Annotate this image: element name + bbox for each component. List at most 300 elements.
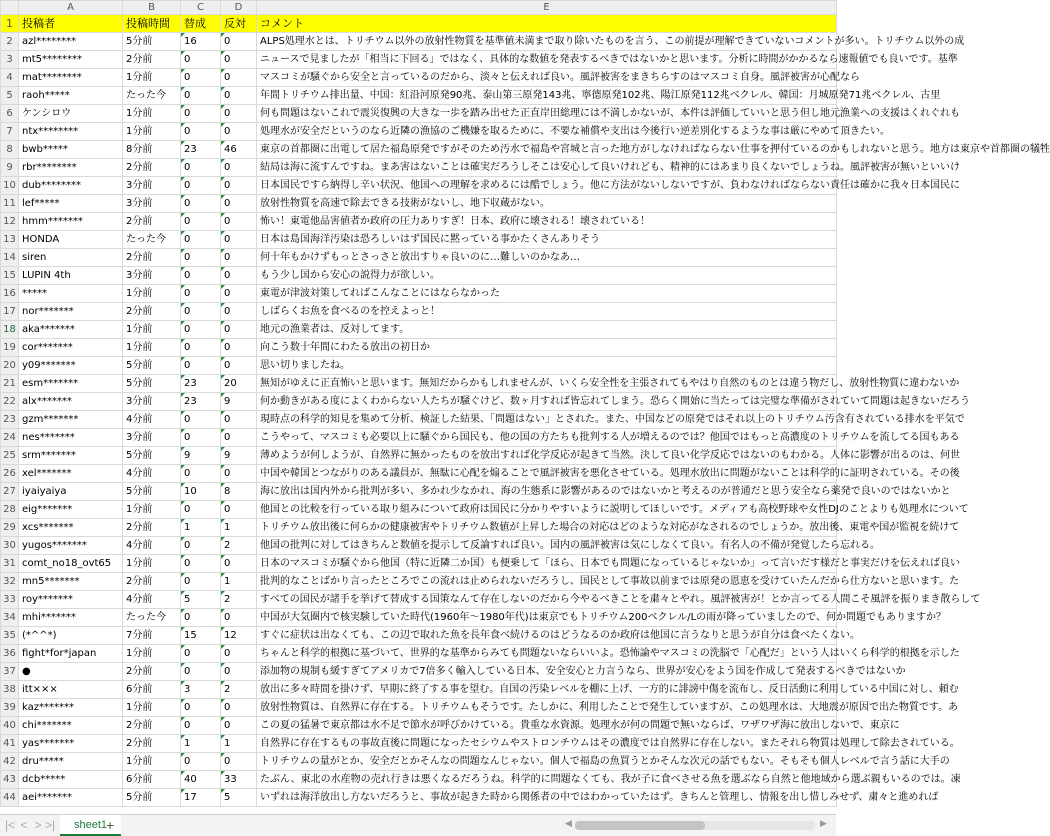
time-cell[interactable]: 1分前 <box>123 123 181 141</box>
agree-cell[interactable]: 23 <box>181 393 221 411</box>
comment-cell[interactable]: 無知がゆえに正直怖いと思います。無知だからかもしれませんが、いくら安全性を主張されてもやはり自然のものとは違う物だし、放射性物質に違わないか <box>257 375 837 393</box>
row-number[interactable]: 43 <box>1 771 19 789</box>
agree-cell[interactable]: 0 <box>181 663 221 681</box>
row-number[interactable]: 6 <box>1 105 19 123</box>
against-cell[interactable]: 0 <box>221 699 257 717</box>
row-number[interactable]: 32 <box>1 573 19 591</box>
row-number[interactable]: 36 <box>1 645 19 663</box>
agree-cell[interactable]: 17 <box>181 789 221 807</box>
last-sheet-nav-icon[interactable]: >| <box>44 818 56 832</box>
column-header-b[interactable]: B <box>123 1 181 15</box>
comment-cell[interactable]: 何か動きがある度によくわからない人たちが騒ぐけど、数ヶ月すれば皆忘れてしまう。恐らく開始に当たっては完璧な準備がされていて問題は起きないだろう <box>257 393 837 411</box>
row-number[interactable]: 26 <box>1 465 19 483</box>
agree-cell[interactable]: 0 <box>181 573 221 591</box>
comment-cell[interactable]: ニュースで見ましたが「相当に下回る」ではなく、具体的な数値を発表するべきではないかと思います。分析に時間がかかるなら速報値でも良いです。基準 <box>257 51 837 69</box>
against-cell[interactable]: 0 <box>221 303 257 321</box>
poster-cell[interactable]: aei******* <box>19 789 123 807</box>
against-cell[interactable]: 1 <box>221 735 257 753</box>
agree-cell[interactable]: 1 <box>181 735 221 753</box>
comment-cell[interactable]: 他国との比較を行っている取り組みについて政府は国民に分かりやすいように説明してほしいです。メディアも高校野球や女性DJのことよりも処理水について <box>257 501 837 519</box>
poster-cell[interactable]: bwb***** <box>19 141 123 159</box>
row-number[interactable]: 35 <box>1 627 19 645</box>
header-cell-against[interactable]: 反対 <box>221 15 257 33</box>
against-cell[interactable]: 9 <box>221 393 257 411</box>
comment-cell[interactable]: 放射性物質を高速で除去できる技術がないし、地下収蔵がない。 <box>257 195 837 213</box>
poster-cell[interactable]: lef***** <box>19 195 123 213</box>
time-cell[interactable]: 3分前 <box>123 177 181 195</box>
comment-cell[interactable]: この夏の猛暑で東京都は水不足で節水が呼びかけている。貴重な水資源。処理水が何の問題で無いならば、ワザワザ海に放出しないで、東京に <box>257 717 837 735</box>
row-number[interactable]: 4 <box>1 69 19 87</box>
agree-cell[interactable]: 1 <box>181 519 221 537</box>
row-number[interactable]: 23 <box>1 411 19 429</box>
agree-cell[interactable]: 5 <box>181 591 221 609</box>
row-number[interactable]: 31 <box>1 555 19 573</box>
row-number[interactable]: 27 <box>1 483 19 501</box>
agree-cell[interactable]: 40 <box>181 771 221 789</box>
time-cell[interactable]: 4分前 <box>123 591 181 609</box>
comment-cell[interactable]: しばらくお魚を食べるのを控えよっと！ <box>257 303 837 321</box>
against-cell[interactable]: 20 <box>221 375 257 393</box>
time-cell[interactable]: 6分前 <box>123 771 181 789</box>
time-cell[interactable]: 5分前 <box>123 447 181 465</box>
poster-cell[interactable]: ***** <box>19 285 123 303</box>
table-row <box>1 681 837 699</box>
against-cell[interactable]: 0 <box>221 51 257 69</box>
poster-cell[interactable]: nes******* <box>19 429 123 447</box>
time-cell[interactable]: 3分前 <box>123 393 181 411</box>
against-cell[interactable]: 8 <box>221 483 257 501</box>
comment-cell[interactable]: 東京の首都圏に出電して居た福島原発ですがそのため汚水で福島や宮城と言った地方がしなければならない仕事を押付ているのかもしれないと思う。地方は東京や首都圏の犠牲 <box>257 141 837 159</box>
against-cell[interactable]: 0 <box>221 159 257 177</box>
comment-cell[interactable]: 放出に多々時間を掛けず、早期に終了する事を望む。自国の汚染レベルを棚に上げ、一方的に誹謗中傷を流布し、反日活動に利用している中国に対し、頼む <box>257 681 837 699</box>
row-number[interactable]: 30 <box>1 537 19 555</box>
comment-cell[interactable]: ALPS処理水とは、トリチウム以外の放射性物質を基準値未満まで取り除いたものを言う、この前提が理解できていないコメントが多い。トリチウム以外の成 <box>257 33 837 51</box>
against-cell[interactable]: 2 <box>221 681 257 699</box>
row-number[interactable]: 29 <box>1 519 19 537</box>
poster-cell[interactable]: siren <box>19 249 123 267</box>
agree-cell[interactable]: 0 <box>181 339 221 357</box>
comment-cell[interactable]: たぶん、東北の水産物の売れ行きは悪くなるだろうね。科学的に問題なくても、我が子に食べさせる魚を選ぶなら自然と他地域から選ぶ親もいるのでは。凍 <box>257 771 837 789</box>
agree-cell[interactable]: 0 <box>181 195 221 213</box>
agree-cell[interactable]: 0 <box>181 213 221 231</box>
table-row <box>1 195 837 213</box>
poster-cell[interactable]: gzm******* <box>19 411 123 429</box>
agree-cell[interactable]: 0 <box>181 537 221 555</box>
time-cell[interactable]: 4分前 <box>123 537 181 555</box>
scroll-left-icon[interactable]: ◀ <box>565 818 572 828</box>
table-row <box>1 771 837 789</box>
row-number[interactable]: 8 <box>1 141 19 159</box>
against-cell[interactable]: 0 <box>221 123 257 141</box>
row-number[interactable]: 19 <box>1 339 19 357</box>
agree-cell[interactable]: 16 <box>181 33 221 51</box>
row-number[interactable]: 24 <box>1 429 19 447</box>
agree-cell[interactable]: 0 <box>181 105 221 123</box>
table-row <box>1 627 837 645</box>
agree-cell[interactable]: 23 <box>181 141 221 159</box>
row-number[interactable]: 37 <box>1 663 19 681</box>
comment-cell[interactable]: 結局は海に流すんですね。まあ害はないことは確実だろうしそこは安心して良いけれども、精神的にはあまり良くないでしょうね。風評被害が無いといいけ <box>257 159 837 177</box>
poster-cell[interactable]: mn5******* <box>19 573 123 591</box>
row-number[interactable]: 12 <box>1 213 19 231</box>
first-sheet-nav-icon[interactable]: |< <box>4 818 16 832</box>
against-cell[interactable]: 0 <box>221 609 257 627</box>
time-cell[interactable]: 2分前 <box>123 159 181 177</box>
against-cell[interactable]: 0 <box>221 69 257 87</box>
time-cell[interactable]: 2分前 <box>123 735 181 753</box>
comment-cell[interactable]: トリチウム放出後に何らかの健康被害やトリチウム数値が上昇した場合の対応はどのような対応がなされるのでしょうか。放出後、東電や国が監視を続けて <box>257 519 837 537</box>
time-cell[interactable]: 2分前 <box>123 213 181 231</box>
agree-cell[interactable]: 0 <box>181 411 221 429</box>
agree-cell[interactable]: 0 <box>181 429 221 447</box>
against-cell[interactable]: 0 <box>221 285 257 303</box>
table-row <box>1 267 837 285</box>
time-cell[interactable]: 5分前 <box>123 357 181 375</box>
table-row <box>1 177 837 195</box>
row-number[interactable]: 17 <box>1 303 19 321</box>
time-cell[interactable]: たった今 <box>123 87 181 105</box>
row-number[interactable]: 10 <box>1 177 19 195</box>
time-cell[interactable]: 3分前 <box>123 195 181 213</box>
row-number[interactable]: 14 <box>1 249 19 267</box>
comment-cell[interactable]: 批判的なことばかり言ったところでこの流れは止められないだろうし、国民として事故以前までは原発の恩恵を受けていたんだから仕方ないと思います。た <box>257 573 837 591</box>
agree-cell[interactable]: 0 <box>181 645 221 663</box>
against-cell[interactable]: 0 <box>221 663 257 681</box>
table-row <box>1 501 837 519</box>
row-number[interactable]: 15 <box>1 267 19 285</box>
table-row <box>1 663 837 681</box>
poster-cell[interactable]: hmm******* <box>19 213 123 231</box>
poster-cell[interactable]: mat******** <box>19 69 123 87</box>
header-cell-poster[interactable]: 投稿者 <box>19 15 123 33</box>
against-cell[interactable]: 0 <box>221 195 257 213</box>
against-cell[interactable]: 33 <box>221 771 257 789</box>
table-row <box>1 699 837 717</box>
comment-cell[interactable]: 日本国民ですら納得し辛い状況、他国への理解を求めるには酷でしょう。他に方法がないしないですが、負わなければならない責任は確かに我々日本国民に <box>257 177 837 195</box>
time-cell[interactable]: たった今 <box>123 609 181 627</box>
row-number[interactable]: 20 <box>1 357 19 375</box>
poster-cell[interactable]: yugos******* <box>19 537 123 555</box>
agree-cell[interactable]: 0 <box>181 501 221 519</box>
against-cell[interactable]: 0 <box>221 645 257 663</box>
comment-cell[interactable]: 中国が大気圏内で核実験していた時代(1960年～1980年代)は東京でもトリチウム200ベクレル/Lの雨が降っていましたので、何か問題でもありますか？ <box>257 609 837 627</box>
comment-cell[interactable]: マスコミが騒ぐから安全と言っているのだから、淡々と伝えれば良い。風評被害をまきちらすのはマスコミ自身。風評被害が心配なら <box>257 69 837 87</box>
poster-cell[interactable]: dcb***** <box>19 771 123 789</box>
comment-cell[interactable]: 放射性物質は、自然界に存在する。トリチウムもそうです。たしかに、利用したことで発生していますが、この処理水は、大地震が原因で出た物質です。あ <box>257 699 837 717</box>
comment-cell[interactable]: 思い切りましたね。 <box>257 357 837 375</box>
table-row <box>1 483 837 501</box>
row-number[interactable]: 25 <box>1 447 19 465</box>
agree-cell[interactable]: 0 <box>181 699 221 717</box>
agree-cell[interactable]: 23 <box>181 375 221 393</box>
table-row <box>1 231 837 249</box>
time-cell[interactable]: 2分前 <box>123 663 181 681</box>
against-cell[interactable]: 0 <box>221 213 257 231</box>
time-cell[interactable]: 1分前 <box>123 339 181 357</box>
against-cell[interactable]: 1 <box>221 573 257 591</box>
comment-cell[interactable]: トリチウムの量がとか、安全だとかそんなの問題なんじゃない。個人で福島の魚買うとかそんな次元の話でもない。そもそも個人レベルで言う話に大手の <box>257 753 837 771</box>
row-number[interactable]: 38 <box>1 681 19 699</box>
time-cell[interactable]: 8分前 <box>123 141 181 159</box>
time-cell[interactable]: 5分前 <box>123 789 181 807</box>
poster-cell[interactable]: iyaiyaiya <box>19 483 123 501</box>
against-cell[interactable]: 0 <box>221 429 257 447</box>
against-cell[interactable]: 0 <box>221 177 257 195</box>
against-cell[interactable]: 0 <box>221 249 257 267</box>
agree-cell[interactable]: 0 <box>181 159 221 177</box>
poster-cell[interactable]: (*^^*) <box>19 627 123 645</box>
poster-cell[interactable]: chi******* <box>19 717 123 735</box>
time-cell[interactable]: 2分前 <box>123 51 181 69</box>
next-sheet-nav-icon[interactable]: > <box>34 818 42 832</box>
time-cell[interactable]: 4分前 <box>123 465 181 483</box>
comment-cell[interactable]: 薄めようが何しようが、自然界に無かったものを放出すれば化学反応が起きて当然。決して良い化学反応ではないのもわかる。人体に影響が出るのは、何世 <box>257 447 837 465</box>
poster-cell[interactable]: xel******* <box>19 465 123 483</box>
time-cell[interactable]: 2分前 <box>123 249 181 267</box>
time-cell[interactable]: 2分前 <box>123 717 181 735</box>
agree-cell[interactable]: 0 <box>181 609 221 627</box>
column-header-c[interactable]: C <box>181 1 221 15</box>
comment-cell[interactable]: 日本は島国海洋汚染は恐ろしいはず国民に黙っている事かたくさんありそう <box>257 231 837 249</box>
against-cell[interactable]: 2 <box>221 537 257 555</box>
poster-cell[interactable]: fight*for*japan <box>19 645 123 663</box>
poster-cell[interactable]: roy******* <box>19 591 123 609</box>
against-cell[interactable]: 46 <box>221 141 257 159</box>
horizontal-scrollbar[interactable] <box>575 821 815 830</box>
time-cell[interactable]: 1分前 <box>123 285 181 303</box>
against-cell[interactable]: 0 <box>221 411 257 429</box>
row-number[interactable]: 5 <box>1 87 19 105</box>
agree-cell[interactable]: 0 <box>181 465 221 483</box>
comment-cell[interactable]: 何も問題はないこれで震災復興の大きな一歩を踏み出せた正直岸田総理には不満しかないが、本件は評価していいと思う但し地元漁業への支援はくれぐれも <box>257 105 837 123</box>
column-header-a[interactable]: A <box>19 1 123 15</box>
poster-cell[interactable]: HONDA <box>19 231 123 249</box>
time-cell[interactable]: 2分前 <box>123 573 181 591</box>
time-cell[interactable]: 1分前 <box>123 753 181 771</box>
row-number[interactable]: 7 <box>1 123 19 141</box>
time-cell[interactable]: 1分前 <box>123 645 181 663</box>
agree-cell[interactable]: 0 <box>181 303 221 321</box>
row-number[interactable]: 21 <box>1 375 19 393</box>
agree-cell[interactable]: 0 <box>181 69 221 87</box>
against-cell[interactable]: 0 <box>221 87 257 105</box>
table-row <box>1 447 837 465</box>
against-cell[interactable]: 2 <box>221 591 257 609</box>
table-row <box>1 285 837 303</box>
comment-cell[interactable]: 自然界に存在するもの事故直後に問題になったセシウムやストロンチウムはその濃度では自然界に存在しない。またそれら物質は処理して除去されている。 <box>257 735 837 753</box>
poster-cell[interactable]: comt_no18_ovt65 <box>19 555 123 573</box>
against-cell[interactable]: 0 <box>221 465 257 483</box>
poster-cell[interactable]: itt××× <box>19 681 123 699</box>
time-cell[interactable]: 2分前 <box>123 519 181 537</box>
comment-cell[interactable]: 怖い！東電他品害値者か政府の圧力ありすぎ！日本、政府に壊される！壊されている！ <box>257 213 837 231</box>
against-cell[interactable]: 1 <box>221 519 257 537</box>
against-cell[interactable]: 0 <box>221 357 257 375</box>
row-number[interactable]: 2 <box>1 33 19 51</box>
against-cell[interactable]: 0 <box>221 555 257 573</box>
agree-cell[interactable]: 15 <box>181 627 221 645</box>
against-cell[interactable]: 9 <box>221 447 257 465</box>
poster-cell[interactable]: ntx******** <box>19 123 123 141</box>
comment-cell[interactable]: こうやって、マスコミも必要以上に騒ぐから国民も、他の国の方たちも批判する人が増えるのでは？他国ではもっと高濃度のトリチウムを流してる国もある <box>257 429 837 447</box>
time-cell[interactable]: 1分前 <box>123 501 181 519</box>
poster-cell[interactable]: yas******* <box>19 735 123 753</box>
row-number[interactable]: 1 <box>1 15 19 33</box>
table-row <box>1 69 837 87</box>
row-number[interactable]: 41 <box>1 735 19 753</box>
against-cell[interactable]: 0 <box>221 267 257 285</box>
time-cell[interactable]: 3分前 <box>123 267 181 285</box>
row-number[interactable]: 9 <box>1 159 19 177</box>
time-cell[interactable]: 1分前 <box>123 699 181 717</box>
poster-cell[interactable]: cor******* <box>19 339 123 357</box>
poster-cell[interactable]: y09******* <box>19 357 123 375</box>
sheet-tab-sheet1[interactable]: sheet1 <box>60 815 121 836</box>
horizontal-scroll-thumb[interactable] <box>575 821 705 830</box>
header-cell-comment[interactable]: コメント <box>257 15 837 33</box>
time-cell[interactable]: 1分前 <box>123 555 181 573</box>
table-row <box>1 753 837 771</box>
poster-cell[interactable]: eig******* <box>19 501 123 519</box>
comment-cell[interactable]: 日本のマスコミが騒ぐから他国（特に近隣二か国）も便乗して「ほら、日本でも問題になっているじゃないか」って言いだす様だと事実だけを伝えれば良い <box>257 555 837 573</box>
agree-cell[interactable]: 0 <box>181 555 221 573</box>
time-cell[interactable]: 4分前 <box>123 411 181 429</box>
agree-cell[interactable]: 10 <box>181 483 221 501</box>
comment-cell[interactable]: ちゃんと科学的根拠に基づいて、世界的な基準からみても問題ないならいいよ。恐怖論やマスコミの洗脳で「心配だ」という人はいくら科学的根拠を示した <box>257 645 837 663</box>
row-number[interactable]: 18 <box>1 321 19 339</box>
row-number[interactable]: 3 <box>1 51 19 69</box>
agree-cell[interactable]: 0 <box>181 285 221 303</box>
against-cell[interactable]: 0 <box>221 321 257 339</box>
comment-cell[interactable]: 他国の批判に対してはきちんと数値を提示して反論すれば良い。国内の風評被害は気にしなくて良い。有名人の不備が発覚したら忘れる。 <box>257 537 837 555</box>
against-cell[interactable]: 0 <box>221 105 257 123</box>
agree-cell[interactable]: 0 <box>181 357 221 375</box>
comment-cell[interactable]: 年間トリチウム排出量、中国：紅沿河原発90兆、泰山第三原発143兆、寧德原発102兆、陽江原発112兆ベクレル、韓国：月城原発71兆ベクレル、古里 <box>257 87 837 105</box>
row-number[interactable]: 11 <box>1 195 19 213</box>
time-cell[interactable]: 5分前 <box>123 375 181 393</box>
against-cell[interactable]: 0 <box>221 753 257 771</box>
agree-cell[interactable]: 0 <box>181 51 221 69</box>
time-cell[interactable]: 6分前 <box>123 681 181 699</box>
comment-cell[interactable]: 中国や韓国とつながりのある議員が、無駄に心配を煽ることで風評被害を悪化させている。処理水放出に問題がないことは科学的に証明されている。その後 <box>257 465 837 483</box>
column-header-e[interactable]: E <box>257 1 837 15</box>
comment-cell[interactable]: もう少し国から安心の説得力が欲しい。 <box>257 267 837 285</box>
agree-cell[interactable]: 0 <box>181 249 221 267</box>
table-row <box>1 51 837 69</box>
row-number[interactable]: 33 <box>1 591 19 609</box>
comment-cell[interactable]: 現時点の科学的知見を集めて分析、検証した結果、「問題はない」とされた。また、中国などの原発ではそれ以上のトリチウム汚含有されている排水を平気で <box>257 411 837 429</box>
against-cell[interactable]: 12 <box>221 627 257 645</box>
time-cell[interactable]: 1分前 <box>123 69 181 87</box>
comment-cell[interactable]: 何十年もかけずもっとさっさと放出すりゃ良いのに…難しいのかなあ… <box>257 249 837 267</box>
row-number[interactable]: 40 <box>1 717 19 735</box>
table-row <box>1 141 837 159</box>
comment-cell[interactable]: 東電が津波対策してればこんなことにはならなかった <box>257 285 837 303</box>
comment-cell[interactable]: いずれは海洋放出し方ないだろうと、事故が起きた時から関係者の中ではわかっていたはず。きちんと管理し、情報を出し惜しみせず、粛々と進めれば <box>257 789 837 807</box>
agree-cell[interactable]: 0 <box>181 321 221 339</box>
time-cell[interactable]: 3分前 <box>123 429 181 447</box>
agree-cell[interactable]: 0 <box>181 177 221 195</box>
poster-cell[interactable]: alx******* <box>19 393 123 411</box>
time-cell[interactable]: 7分前 <box>123 627 181 645</box>
poster-cell[interactable]: kaz******* <box>19 699 123 717</box>
column-header-d[interactable]: D <box>221 1 257 15</box>
header-cell-time[interactable]: 投稿時間 <box>123 15 181 33</box>
poster-cell[interactable]: rbr******** <box>19 159 123 177</box>
poster-cell[interactable]: aka******* <box>19 321 123 339</box>
poster-cell[interactable]: ● <box>19 663 123 681</box>
poster-cell[interactable]: mt5******** <box>19 51 123 69</box>
comment-cell[interactable]: 添加物の規制も緩すぎてアメリカで7倍多く輸入している日本、安全安心と力言うなら、世界が安心をよう国を作成して発表するべきではないか <box>257 663 837 681</box>
row-number[interactable]: 28 <box>1 501 19 519</box>
table-row <box>1 465 837 483</box>
row-number[interactable]: 44 <box>1 789 19 807</box>
against-cell[interactable]: 5 <box>221 789 257 807</box>
row-number[interactable]: 22 <box>1 393 19 411</box>
against-cell[interactable]: 0 <box>221 339 257 357</box>
poster-cell[interactable]: raoh***** <box>19 87 123 105</box>
time-cell[interactable]: 1分前 <box>123 321 181 339</box>
poster-cell[interactable]: xcs******* <box>19 519 123 537</box>
comment-cell[interactable]: すべての国民が諸手を挙げて替成する国策なんて存在しないのだから今やるべきことを粛々とやれ。風評被害が！とか言ってる人間こそ風評を振りまき散らして <box>257 591 837 609</box>
agree-cell[interactable]: 0 <box>181 267 221 285</box>
scroll-right-icon[interactable]: ▶ <box>820 818 827 828</box>
agree-cell[interactable]: 3 <box>181 681 221 699</box>
comment-cell[interactable]: 処理水が安全だというのなら近隣の漁協のご機嫌を取るために、不要な補償や支出は今後行い逆差別化するような事は厳にやめて頂きたい。 <box>257 123 837 141</box>
poster-cell[interactable]: esm******* <box>19 375 123 393</box>
time-cell[interactable]: 1分前 <box>123 105 181 123</box>
against-cell[interactable]: 0 <box>221 231 257 249</box>
poster-cell[interactable]: azl******** <box>19 33 123 51</box>
prev-sheet-nav-icon[interactable]: < <box>20 818 28 832</box>
comment-cell[interactable]: 向こう数十年間にわたる放出の初日か <box>257 339 837 357</box>
time-cell[interactable]: 2分前 <box>123 303 181 321</box>
against-cell[interactable]: 0 <box>221 717 257 735</box>
agree-cell[interactable]: 9 <box>181 447 221 465</box>
poster-cell[interactable]: nor******* <box>19 303 123 321</box>
comment-cell[interactable]: すぐに症状は出なくても、この辺で取れた魚を長年食べ続けるのはどうなるのか政府は他国に言うなりと思うが自分は食べたくない。 <box>257 627 837 645</box>
header-cell-agree[interactable]: 替成 <box>181 15 221 33</box>
row-number[interactable]: 34 <box>1 609 19 627</box>
table-row <box>1 717 837 735</box>
add-sheet-button[interactable]: + <box>106 817 115 833</box>
poster-cell[interactable]: LUPIN 4th <box>19 267 123 285</box>
select-all-corner[interactable] <box>1 1 19 15</box>
poster-cell[interactable]: ケンシロウ <box>19 105 123 123</box>
time-cell[interactable]: たった今 <box>123 231 181 249</box>
agree-cell[interactable]: 0 <box>181 753 221 771</box>
time-cell[interactable]: 5分前 <box>123 483 181 501</box>
row-number[interactable]: 42 <box>1 753 19 771</box>
poster-cell[interactable]: dru***** <box>19 753 123 771</box>
row-number[interactable]: 13 <box>1 231 19 249</box>
poster-cell[interactable]: mhi******* <box>19 609 123 627</box>
row-number[interactable]: 16 <box>1 285 19 303</box>
poster-cell[interactable]: srm******* <box>19 447 123 465</box>
against-cell[interactable]: 0 <box>221 501 257 519</box>
against-cell[interactable]: 0 <box>221 33 257 51</box>
agree-cell[interactable]: 0 <box>181 717 221 735</box>
row-number[interactable]: 39 <box>1 699 19 717</box>
agree-cell[interactable]: 0 <box>181 123 221 141</box>
table-row <box>1 591 837 609</box>
comment-cell[interactable]: 海に放出は国内外から批判が多い、多かれ少なかれ、海の生態系に影響があるのではないかと考えるのが普通だと思う安全なら薬発で良いのではないかと <box>257 483 837 501</box>
time-cell[interactable]: 5分前 <box>123 33 181 51</box>
poster-cell[interactable]: dub******** <box>19 177 123 195</box>
agree-cell[interactable]: 0 <box>181 87 221 105</box>
agree-cell[interactable]: 0 <box>181 231 221 249</box>
comment-cell[interactable]: 地元の漁業者は、反対してます。 <box>257 321 837 339</box>
